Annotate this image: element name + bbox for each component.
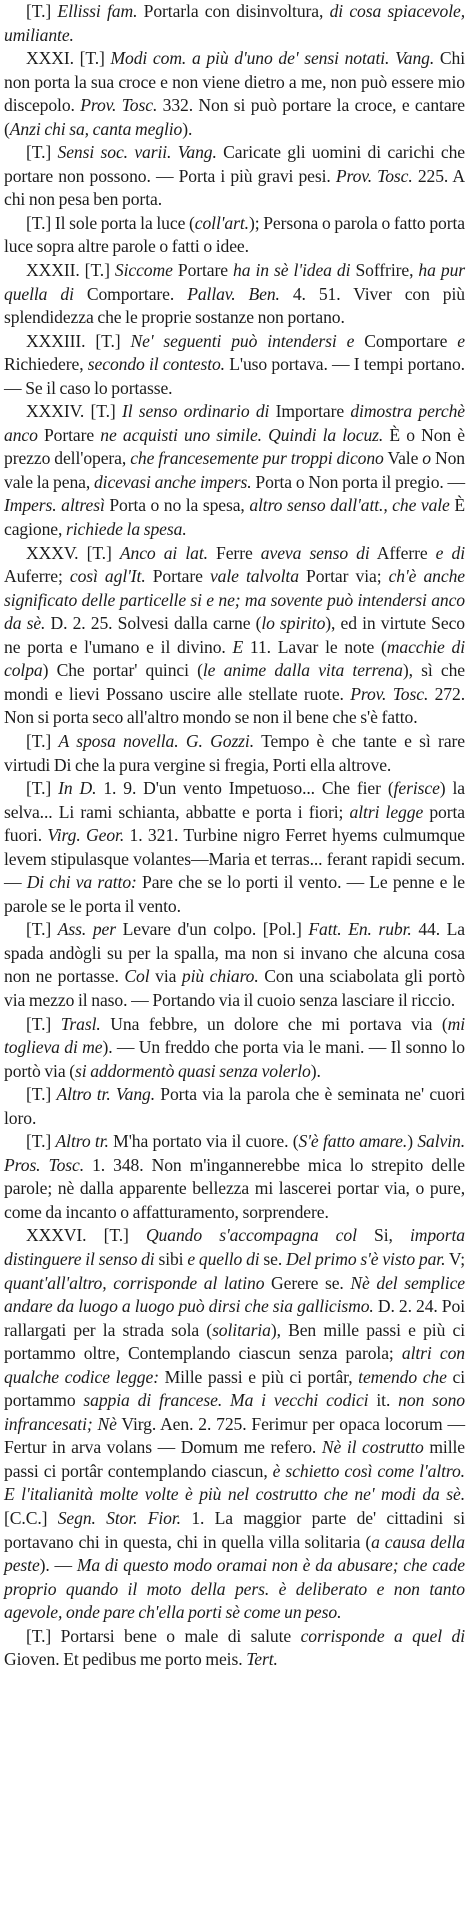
text-segment: XXXIV. [T.] (26, 401, 122, 422)
italic-text-segment: o (422, 448, 431, 469)
text-segment: D. 2. 24. Poi rallargati per la strada sola ( (4, 1296, 465, 1340)
italic-text-segment: Virg. Geor. (47, 825, 125, 846)
entry-paragraph (4, 1625, 465, 1672)
text-segment: 1. 9. D'un vento Impetuoso... Che fier ( (96, 778, 394, 799)
text-segment: ). (310, 1060, 321, 1081)
italic-text-segment: Ne' seguenti può intendersi e (130, 330, 355, 351)
text-segment: [T.] Il sole porta la luce ( (26, 212, 195, 233)
italic-text-segment: Segn. Stor. Fior. (57, 1508, 181, 1528)
italic-text-segment: si addormentò quasi senza volerlo (75, 1060, 311, 1081)
text-segment: se. (259, 1248, 287, 1269)
entry-paragraph (4, 1083, 465, 1130)
text-segment: È cagione, (4, 495, 465, 540)
italic-text-segment: ha pur quella di (4, 260, 466, 304)
italic-text-segment: Fatt. En. rubr. (308, 919, 412, 940)
italic-text-segment: e quello di (187, 1248, 260, 1269)
text-segment: it. (368, 1390, 399, 1411)
text-segment: Non vale la pena, (4, 448, 465, 492)
italic-text-segment: aveva senso di (260, 542, 370, 563)
text-segment: [T.] (26, 142, 58, 163)
italic-text-segment: solitaria (212, 1319, 271, 1340)
italic-text-segment: Tert. (246, 1649, 278, 1670)
italic-text-segment: secondo il contesto. (87, 354, 225, 375)
italic-text-segment: altro senso dall'att., che vale (249, 495, 450, 516)
text-segment: Portare (172, 260, 234, 281)
text-segment: ). (182, 118, 193, 139)
text-segment: [T.] (26, 778, 59, 799)
italic-text-segment: Di chi va ratto: (26, 872, 137, 893)
text-segment: Comportare (354, 330, 458, 351)
text-segment: Caricate gli uomini di carichi che portare non possono. — Porta i più gravi pesi. (4, 142, 465, 186)
italic-text-segment: Nè del semplice andare da luogo a luogo può dirsi che sia gallicismo. (4, 1272, 465, 1317)
italic-text-segment: Altro tr. Vang. (56, 1084, 156, 1105)
text-segment: Chi non porta la sua croce e non viene dietro a me, non può essere mio discepolo. (4, 48, 465, 116)
italic-text-segment: ch'è anche significato delle particelle si e ne; ma sovente può intendersi anco da sè. (4, 566, 465, 634)
italic-text-segment: Impers. altresì (4, 495, 105, 516)
italic-text-segment: Ellissi fam. (57, 1, 138, 21)
italic-text-segment: a causa della peste (4, 1531, 465, 1576)
italic-text-segment: lo spirito (261, 613, 326, 634)
text-segment: Soffrire, (350, 260, 419, 281)
text-segment: [T.] (26, 1013, 61, 1034)
italic-text-segment: Prov. Tosc. (335, 165, 413, 186)
italic-text-segment: dicevasi anche impers. (93, 471, 252, 492)
text-segment: XXXVI. [T.] (26, 1225, 146, 1246)
text-segment: Virg. Aen. 2. 725. Ferimur per opaca locorum — Fertur in arva volans — Domum me refero. (4, 1413, 466, 1458)
italic-text-segment: e (457, 330, 465, 351)
text-segment: Afferre (369, 542, 436, 563)
text-segment: Porta via la parola che è seminata ne' cuori loro. (4, 1084, 465, 1128)
text-segment: 1. 321. Turbine nigro Ferret hyems culmumque levem stipulasque volantes—Maria et terras... ferant rapidi secum. — (4, 825, 466, 893)
italic-text-segment: corrisponde a quel di (300, 1625, 465, 1646)
italic-text-segment: così agl'It. (69, 566, 146, 587)
text-segment: porta fuori. (4, 801, 466, 846)
text-segment: Levare d'un colpo. [Pol.] (116, 919, 309, 940)
italic-text-segment: Sensi soc. varii. Vang. (57, 142, 217, 163)
text-segment: mille passi ci portâr contemplando ciascun, (4, 1437, 465, 1481)
text-segment: 4. 51. Viver con più splendidezza che le proprie sostanze non portano. (4, 283, 465, 328)
text-segment: ), ed in virtute Seco ne porta e l'umano e il divino. (4, 613, 465, 657)
entry-paragraph (4, 730, 465, 777)
text-segment: Ferre (207, 542, 261, 563)
text-segment: Importare (269, 401, 351, 422)
italic-text-segment: altri legge (349, 801, 424, 822)
text-segment: sibi (154, 1248, 188, 1269)
text-segment: ), Ben mille passi e più ci portammo oltre, Contemplando ciascun senza parola; (4, 1319, 465, 1364)
text-segment: Pare che se lo porti il vento. — Le penne e le parole se le porta il vento. (4, 872, 465, 916)
italic-text-segment: che francesemente pur troppi dicono (130, 448, 384, 469)
text-segment: L'uso portava. — I tempi portano. — Se il caso lo portasse. (4, 354, 465, 398)
text-segment: [T.] (26, 1084, 57, 1105)
italic-text-segment: Il senso ordinario di (121, 401, 270, 422)
italic-text-segment: e di (435, 542, 465, 563)
text-segment: D. 2. 25. Solvesi dalla carne ( (45, 613, 262, 634)
italic-text-segment: è schietto così come l'altro. E l'italianità molte volte è più nel costrutto che ne' modi da sè. (4, 1460, 465, 1505)
italic-text-segment: Trasl. (60, 1013, 101, 1034)
italic-text-segment: ne acquisti uno simile. Quindi la locuz. (100, 424, 384, 445)
italic-text-segment: mi toglieva di me (4, 1013, 465, 1058)
text-segment: Richiedere, (4, 354, 88, 375)
italic-text-segment: Altro tr. (55, 1131, 109, 1152)
text-segment: Gioven. Et pedibus me porto meis. (4, 1649, 247, 1670)
italic-text-segment: A sposa novella. G. Gozzi. (58, 730, 255, 751)
italic-text-segment: Salvin. Pros. Tosc. (4, 1131, 465, 1175)
text-segment: Porta o no la spesa, (104, 495, 250, 516)
text-segment: ); Persona o parola o fatto porta luce sopra altre parole o fatti o idee. (4, 212, 465, 257)
text-segment: via (149, 966, 182, 987)
text-segment: Tempo è che tante e sì rare virtudi Di che la pura vergine si fregia, Porti ella altrove. (4, 730, 465, 775)
text-segment: ) la selva... Li rami schianta, abbatte e porta i fiori; (4, 778, 465, 822)
text-segment: ci portammo (4, 1366, 465, 1411)
italic-text-segment: Ma di questo modo oramai non è da abusare; che cade proprio quando il moto della pers. è deliberato e non tanto agevole, onde pare ch'ella porti sè come un peso. (4, 1555, 466, 1623)
text-segment: [C.C.] (4, 1508, 58, 1528)
italic-text-segment: Del primo s'è visto par. (286, 1248, 446, 1269)
entry-paragraph (4, 1130, 465, 1224)
italic-text-segment: richiede la spesa. (66, 519, 187, 540)
text-segment: È o Non è prezzo dell'opera, (4, 424, 465, 469)
text-segment: 11. Lavar le note ( (243, 636, 387, 657)
entry-paragraph (4, 259, 465, 330)
text-segment: XXXIII. [T.] (26, 330, 131, 351)
text-segment: XXXI. [T.] (26, 48, 111, 69)
entry-paragraph (4, 400, 465, 541)
italic-text-segment: In D. (58, 778, 97, 799)
text-segment: M'ha portato via il cuore. ( (108, 1131, 299, 1152)
text-segment: ). — Un freddo che porta via le mani. — Il sonno lo portò via ( (4, 1037, 465, 1081)
text-segment: 1. 348. Non m'ingannerebbe mica lo strepito delle parole; nè dalla apparente bellezza mi lascerei portar via, o pure, come da incanto o affatturamento, sorprendere. (4, 1154, 465, 1222)
italic-text-segment: le anime dalla vita terrena (202, 660, 403, 681)
italic-text-segment: Col (124, 966, 150, 987)
italic-text-segment: Nè il costrutto (321, 1437, 424, 1458)
text-segment: Si, (356, 1225, 410, 1246)
text-segment: Vale (383, 448, 423, 469)
italic-text-segment: Quando s'accompagna col (145, 1225, 357, 1246)
italic-text-segment: temendo che (358, 1366, 447, 1387)
italic-text-segment: Pallav. Ben. (187, 283, 280, 304)
italic-text-segment: macchie di colpa (4, 636, 465, 681)
entry-paragraph (4, 330, 465, 401)
text-segment: 44. La spada andògli su per la spalla, ma non si invano che alcuna cosa non ne portasse. (4, 919, 465, 987)
text-segment: ) Che portar' quinci ( (42, 660, 203, 681)
italic-text-segment: Modi com. a più d'uno de' sensi notati. Vang. (110, 48, 435, 69)
text-segment: ) (407, 1131, 418, 1152)
entry-paragraph (4, 47, 465, 141)
text-segment: Auferre; (4, 566, 70, 587)
text-segment: 332. Non si può portare la croce, e cantare ( (4, 95, 465, 139)
text-segment: Una febbre, un dolore che mi portava via ( (100, 1013, 448, 1034)
text-segment: 272. Non si porta seco all'altro mondo se non il bene che s'è fatto. (4, 683, 466, 728)
text-segment: [T.] (26, 1131, 56, 1152)
text-segment: Porta o Non porta il pregio. — (251, 471, 465, 492)
text-segment: Gerere se. (264, 1272, 351, 1293)
text-segment: [T.] (26, 919, 58, 940)
text-segment: Portarla con disinvoltura, (137, 1, 330, 21)
italic-text-segment: Ass. per (57, 919, 116, 940)
text-segment: Mille passi e più ci portâr, (158, 1366, 359, 1387)
italic-text-segment: coll'art. (194, 212, 249, 233)
text-segment: V; (445, 1248, 466, 1269)
entry-paragraph (4, 212, 465, 259)
text-segment: ), sì che mondi e lievi Possano uscire alle stellate ruote. (4, 660, 465, 704)
italic-text-segment: di cosa spiacevole, umiliante. (4, 1, 465, 45)
entry-paragraph (4, 141, 465, 212)
italic-text-segment: ferisce (393, 778, 440, 799)
entry-paragraph (4, 0, 465, 47)
text-segment: Portare (145, 566, 210, 587)
entry-paragraph (4, 1224, 465, 1624)
italic-text-segment: E (232, 636, 244, 657)
italic-text-segment: importa distinguere il senso di (4, 1225, 465, 1269)
text-segment: 225. A chi non pesa ben porta. (4, 165, 466, 210)
italic-text-segment: non sono infrancesati; Nè (4, 1390, 465, 1434)
text-segment: [T.] (26, 730, 59, 751)
italic-text-segment: vale talvolta (209, 566, 299, 587)
text-segment: 1. La maggior parte de' cittadini si portavano chi in questa, chi in quella villa solitaria ( (4, 1508, 465, 1552)
text-segment: ). — (39, 1555, 77, 1576)
italic-text-segment: Prov. Tosc. (80, 95, 158, 116)
italic-text-segment: Anzi chi sa, canta meglio (9, 118, 183, 139)
text-segment: [T.] Portarsi bene o male di salute (26, 1625, 301, 1646)
italic-text-segment: quant'all'altro, corrisponde al latino (4, 1272, 265, 1293)
italic-text-segment: ha in sè l'idea di (233, 260, 351, 281)
text-segment: Con una sciabolata gli portò via mezzo il naso. — Portando via il cuoio senza lasciare il riccio. (4, 966, 465, 1010)
entry-paragraph (4, 777, 465, 918)
entry-paragraph (4, 918, 465, 1012)
italic-text-segment: dimostra perchè anco (4, 401, 466, 445)
entry-paragraph (4, 1013, 465, 1084)
text-segment: Comportare. (73, 283, 188, 304)
italic-text-segment: Prov. Tosc. (350, 683, 429, 704)
italic-text-segment: più chiaro. (181, 966, 259, 987)
text-segment: [T.] (26, 1, 58, 21)
text-segment: Portar via; (298, 566, 389, 587)
text-segment: XXXV. [T.] (26, 542, 120, 563)
italic-text-segment: Anco ai lat. (119, 542, 208, 563)
text-segment: Portare (37, 424, 101, 445)
italic-text-segment: Siccome (114, 260, 173, 281)
italic-text-segment: altri con qualche codice legge: (4, 1343, 465, 1387)
entry-paragraph (4, 542, 465, 730)
italic-text-segment: S'è fatto amare. (298, 1131, 408, 1152)
text-segment: XXXII. [T.] (26, 260, 115, 281)
italic-text-segment: sappia di francese. Ma i vecchi codici (83, 1390, 369, 1411)
